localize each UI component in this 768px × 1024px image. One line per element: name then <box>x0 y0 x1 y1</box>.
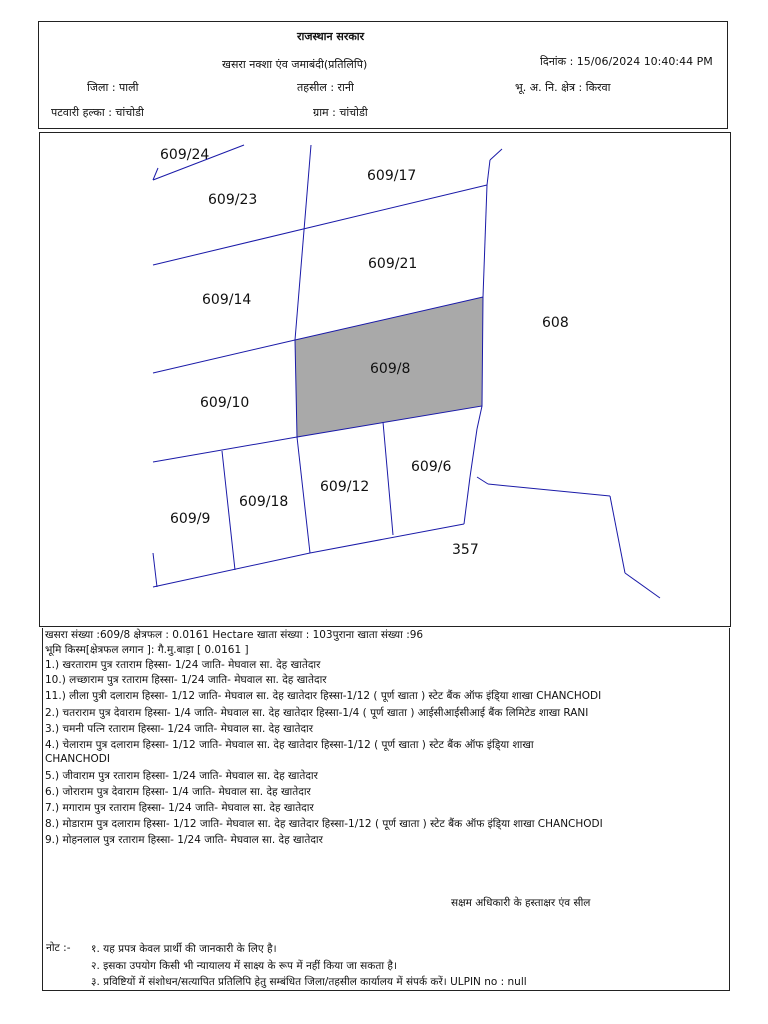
owner-line: 8.) मोडाराम पुत्र दलाराम हिस्सा- 1/12 जाति- मेघवाल सा. देह खातेदार हिस्सा-1/12 ( पूर्ण खाता ) स्टेट बैंक ऑफ इंडि्या शाखा CHANCHODI <box>45 818 603 830</box>
owner-line: 6.) जोराराम पुत्र देवाराम हिस्सा- 1/4 जाति- मेघवाल सा. देह खातेदार <box>45 786 311 798</box>
parcel-label: 609/10 <box>200 395 250 411</box>
parcel-label: 609/6 <box>411 459 452 475</box>
document-header <box>38 21 728 129</box>
land-type: भूमि किस्म[क्षेत्रफल लगान ]: गै.मु.बाड़ा [ 0.0161 ] <box>45 644 249 656</box>
parcel-label: 609/23 <box>208 192 258 208</box>
parcel-label: 609/8 <box>370 361 411 377</box>
land-record-area: भू. अ. नि. क्षेत्र : किरवा <box>515 81 611 94</box>
khasra-info: खसरा संख्या :609/8 क्षेत्रफल : 0.0161 Hectare खाता संख्या : 103पुराना खाता संख्या :96 <box>45 629 424 641</box>
parcel-label: 609/14 <box>202 292 252 308</box>
owner-line: 10.) लच्छाराम पुत्र रताराम हिस्सा- 1/24 जाति- मेघवाल सा. देह खातेदार <box>45 674 327 686</box>
owner-line: 7.) मगाराम पुत्र रताराम हिस्सा- 1/24 जाति- मेघवाल सा. देह खातेदार <box>45 802 314 814</box>
patwari-circle: पटवारी हल्का : चांचोडी <box>51 106 144 119</box>
record-details <box>42 628 730 991</box>
parcel-label: 609/17 <box>367 168 417 184</box>
owner-line: 5.) जीवाराम पुत्र रताराम हिस्सा- 1/24 जाति- मेघवाल सा. देह खातेदार <box>45 770 318 782</box>
district: जिला : पाली <box>87 81 139 94</box>
owner-line: 4.) चेलाराम पुत्र दलाराम हिस्सा- 1/12 जाति- मेघवाल सा. देह खातेदार हिस्सा-1/12 ( पूर्ण खाता ) स्टेट बैंक ऑफ इंडि्या शाखा <box>45 739 534 751</box>
parcel-label: 609/9 <box>170 511 211 527</box>
owner-line: CHANCHODI <box>45 753 110 765</box>
parcel-label: 609/18 <box>239 494 289 510</box>
parcel-label: 608 <box>542 315 569 331</box>
note-item: २. इसका उपयोग किसी भी न्यायालय में साक्ष्य के रूप में नहीं किया जा सकता है। <box>91 960 397 972</box>
parcel-label: 609/24 <box>160 147 210 163</box>
note-item: १. यह प्रपत्र केवल प्रार्थी की जानकारी के लिए है। <box>91 943 277 955</box>
owner-line: 3.) चमनी पत्नि रताराम हिस्सा- 1/24 जाति- मेघवाल सा. देह खातेदार <box>45 723 314 735</box>
note-label: नोट :- <box>46 942 71 954</box>
owner-line: 11.) लीला पुत्री दलाराम हिस्सा- 1/12 जाति- मेघवाल सा. देह खातेदार हिस्सा-1/12 ( पूर्ण खाता ) स्टेट बैंक ऑफ इंडि्या शाखा CHANCHODI <box>45 690 602 702</box>
parcel-map-svg <box>40 133 730 626</box>
owner-line: 2.) चतराराम पुत्र देवाराम हिस्सा- 1/4 जाति- मेघवाल सा. देह खातेदार हिस्सा-1/4 ( पूर्ण खाता ) आईसीआईसीआई बैंक लिमिटेड शाखा RANI <box>45 707 589 719</box>
owner-line: 9.) मोहनलाल पुत्र रताराम हिस्सा- 1/24 जाति- मेघवाल सा. देह खातेदार <box>45 834 323 846</box>
govt-title: राजस्थान सरकार <box>297 30 365 43</box>
parcel-label: 609/12 <box>320 479 370 495</box>
parcel-label: 609/21 <box>368 256 418 272</box>
doc-title: खसरा नक्शा एंव जमाबंदी(प्रतिलिपि) <box>222 58 368 71</box>
owner-line: 1.) खरताराम पुत्र रताराम हिस्सा- 1/24 जाति- मेघवाल सा. देह खातेदार <box>45 659 321 671</box>
note-item: ३. प्रविष्टियों में संशोधन/सत्यापित प्रतिलिपि हेतु सम्बंधित जिला/तहसील कार्यालय में संपर्क करें। ULPIN no : null <box>91 976 527 988</box>
signature-label: सक्षम अधिकारी के हस्ताक्षर एंव सील <box>451 897 591 909</box>
khasra-map <box>39 132 731 627</box>
print-date: दिनांक : 15/06/2024 10:40:44 PM <box>540 55 713 68</box>
tehsil: तहसील : रानी <box>297 81 354 94</box>
parcel-label: 357 <box>452 542 479 558</box>
village: ग्राम : चांचोडी <box>313 106 368 119</box>
